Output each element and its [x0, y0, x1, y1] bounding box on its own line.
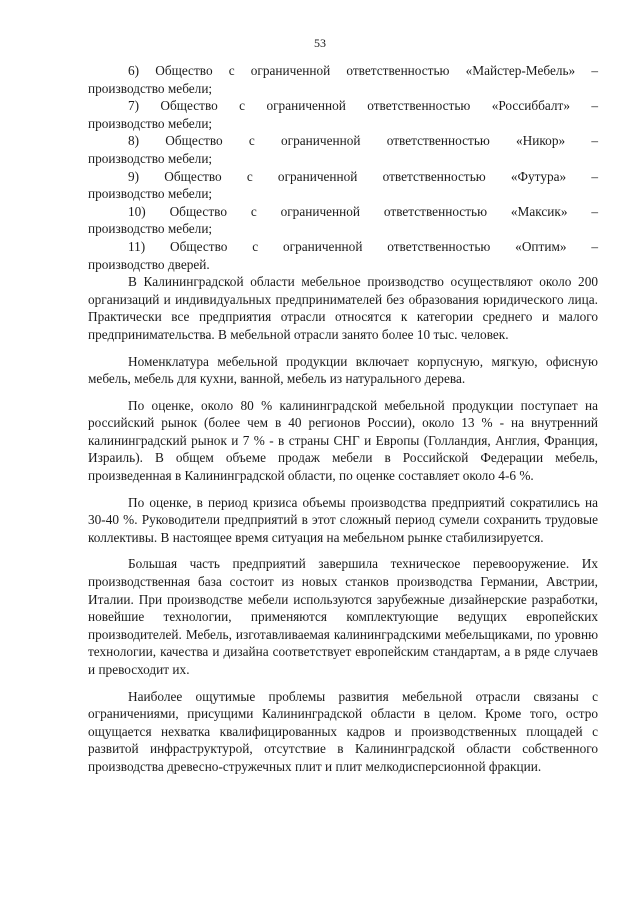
paragraph: По оценке, в период кризиса объемы производства предприятий сократились на 30-40 %. Руководители предприятий в этот сложный период сумели сохранить трудовые коллективы. В настоящее время ситуация на мебельном рынке стабилизируется. — [88, 494, 598, 545]
document-body — [88, 62, 598, 776]
paragraph: Большая часть предприятий завершила техническое перевооружение. Их производственная база состоит из новых станков производства Германии, Австрии, Италии. При производстве мебели используются зарубежные дизайнерские разработки, новейшие технологии, применяются комплектующие ведущих европейских производителей. Мебель, изготавливаемая калининградскими мебельщиками, по уровню технологии, качества и дизайна соответствует европейским стандартам, а в ряде случаев и превосходит их. — [88, 556, 598, 677]
list-item-rest: производство мебели; — [88, 115, 213, 131]
list-item-first-line: 7) Общество с ограниченной ответственностью «Россиббалт» – — [128, 98, 598, 114]
list-item-rest: производство мебели; — [88, 221, 213, 237]
list-item-first-line: 8) Общество с ограниченной ответственностью «Никор» – — [128, 133, 598, 149]
paragraph: По оценке, около 80 % калининградской мебельной продукции поступает на российский рынок (более чем в 40 регионов России), около 13 % - на внутренний калининградский рынок и 7 % - в страны СНГ и Европы (Голландия, Англия, Франция, Израиль). В общем объеме продаж мебели в Российской Федерации мебель, произведенная в Калининградской области, по оценке составляет около 4-6 %. — [88, 397, 598, 484]
list-item — [88, 132, 598, 167]
page-number: 53 — [314, 36, 326, 50]
paragraph: Наиболее ощутимые проблемы развития мебельной отрасли связаны с ограничениями, присущими Калининградской области в целом. Кроме того, остро ощущается нехватка квалифицированных кадров и производственных площадей с развитой инфраструктурой, отсутствие в Калининградской области собственного производства древесно-стружечных плит и плит мелкодисперсионной фракции. — [88, 688, 598, 774]
list-item-rest: производство мебели; — [88, 150, 213, 166]
list-item — [88, 62, 598, 97]
list-item-rest: производство дверей. — [88, 256, 210, 272]
list-item-rest: производство мебели; — [88, 186, 213, 202]
list-item-first-line: 9) Общество с ограниченной ответственностью «Футура» – — [128, 168, 598, 184]
paragraph: Номенклатура мебельной продукции включает корпусную, мягкую, офисную мебель, мебель для кухни, ванной, мебель из натурального дерева. — [88, 353, 598, 387]
list-item-first-line: 11) Общество с ограниченной ответственностью «Оптим» – — [128, 238, 598, 254]
list-item — [88, 168, 598, 203]
list-item — [88, 97, 598, 132]
list-item — [88, 203, 598, 238]
list-item — [88, 238, 598, 273]
list-item-first-line: 6) Общество с ограниченной ответственностью «Майстер-Мебель» – — [128, 63, 598, 78]
paragraph: В Калининградской области мебельное производство осуществляют около 200 организаций и индивидуальных предпринимателей без образования юридического лица. Практически все предприятия отрасли относятся к категории среднего и малого предпринимательства. В мебельной отрасли занято более 10 тыс. человек. — [88, 274, 598, 342]
list-item-rest: производство мебели; — [88, 80, 213, 96]
list-item-first-line: 10) Общество с ограниченной ответственностью «Максик» – — [128, 203, 598, 219]
